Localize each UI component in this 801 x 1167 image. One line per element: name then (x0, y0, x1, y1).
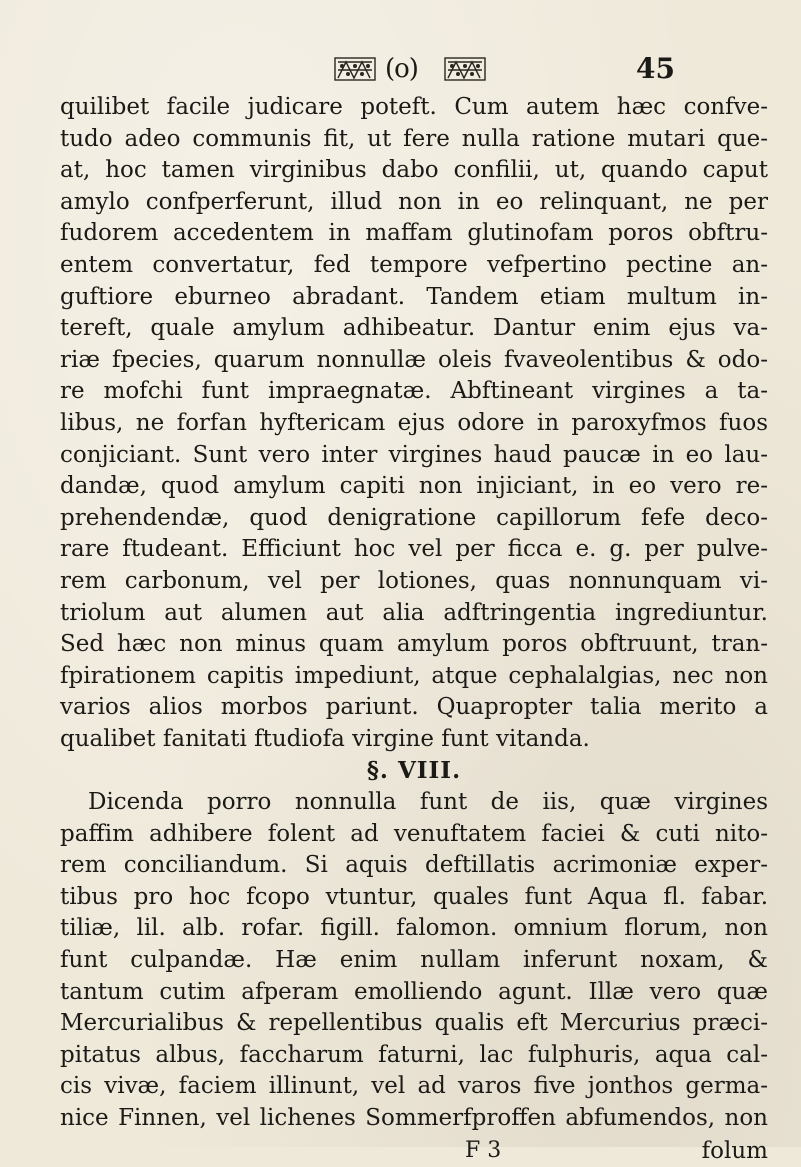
text-line: cis vivæ, faciem illinunt, vel ad varos five jonthos germa- (60, 1073, 768, 1100)
text-line: rem carbonum, vel per lotiones, quas nonnunquam vi- (60, 567, 768, 594)
text-line: pitatus albus, faccharum faturni, lac fulphuris, aqua cal- (60, 1041, 768, 1068)
text-line: conjiciant. Sunt vero inter virgines haud paucæ in eo lau- (60, 441, 768, 468)
text-line: libus, ne forfan hyftericam ejus odore in paroxyfmos fuos (60, 409, 768, 436)
text-line: tiliæ, lil. alb. rofar. figill. falomon. omnium florum, non (60, 915, 768, 942)
text-line: quilibet facile judicare poteft. Cum autem hæc confve- (60, 94, 768, 120)
text-line: Dicenda porro nonnulla funt de iis, quæ virgines (88, 789, 768, 816)
text-line: prehendendæ, quod denigratione capillorum fefe deco- (60, 504, 768, 531)
text-line: Sed hæc non minus quam amylum poros obftruunt, tran- (60, 631, 768, 658)
section-heading: §. VIII. (366, 757, 462, 785)
text-line: dandæ, quod amylum capiti non injiciant, in eo vero re- (60, 473, 768, 500)
text-line: rare ftudeant. Efficiunt hoc vel per ficca e. g. per pulve- (60, 536, 768, 563)
text-line: triolum aut alumen aut alia adftringentia ingrediuntur. (60, 599, 768, 626)
body-text (60, 92, 768, 1167)
text-line: entem convertatur, fed tempore vefpertino pectine an- (60, 251, 768, 278)
text-line: guftiore eburneo abradant. Tandem etiam multum in- (60, 283, 768, 310)
text-line: qualibet fanitati ftudiofa virgine funt vitanda. (60, 725, 590, 752)
ornament-center: (o) (385, 54, 418, 84)
text-line: funt culpandæ. Hæ enim nullam inferunt noxam, & (60, 947, 768, 974)
text-line: rem conciliandum. Si aquis deftillatis acrimoniæ exper- (60, 852, 768, 879)
text-line: tudo adeo communis fit, ut fere nulla ratione mutari que- (60, 125, 768, 152)
text-line: fpirationem capitis impediunt, atque cephalalgias, nec non (60, 662, 768, 689)
catchword: folum (701, 1137, 768, 1164)
page-header (0, 52, 801, 92)
text-line: tereft, quale amylum adhibeatur. Dantur enim ejus va- (60, 315, 768, 342)
text-line: Mercurialibus & repellentibus qualis eft Mercurius præci- (60, 1010, 768, 1037)
text-line: tibus pro hoc fcopo vtuntur, quales funt Aqua fl. fabar. (60, 883, 768, 910)
text-line: paffim adhibere folent ad venuftatem faciei & cuti nito- (60, 820, 768, 847)
text-line: at, hoc tamen virginibus dabo confilii, ut, quando caput (60, 157, 768, 184)
text-line: amylo confperferunt, illud non in eo relinquant, ne per (60, 188, 768, 215)
right-ornament-icon (442, 54, 488, 84)
signature-mark: F 3 (465, 1137, 502, 1163)
page-number: 45 (636, 52, 675, 85)
text-line: re mofchi funt impraegnatæ. Abftineant virgines a ta- (60, 378, 768, 405)
left-ornament-icon (332, 54, 378, 84)
text-line: tantum cutim afperam emolliendo agunt. Illæ vero quæ (60, 978, 768, 1005)
page-footer (60, 1135, 768, 1167)
text-line: nice Finnen, vel lichenes Sommerfproffen abfumendos, non (60, 1105, 768, 1131)
text-line: riæ fpecies, quarum nonnullæ oleis fvaveolentibus & odo- (60, 346, 768, 373)
text-line: varios alios morbos pariunt. Quapropter talia merito a (60, 694, 768, 721)
text-line: fudorem accedentem in maffam glutinofam poros obftru- (60, 220, 768, 247)
